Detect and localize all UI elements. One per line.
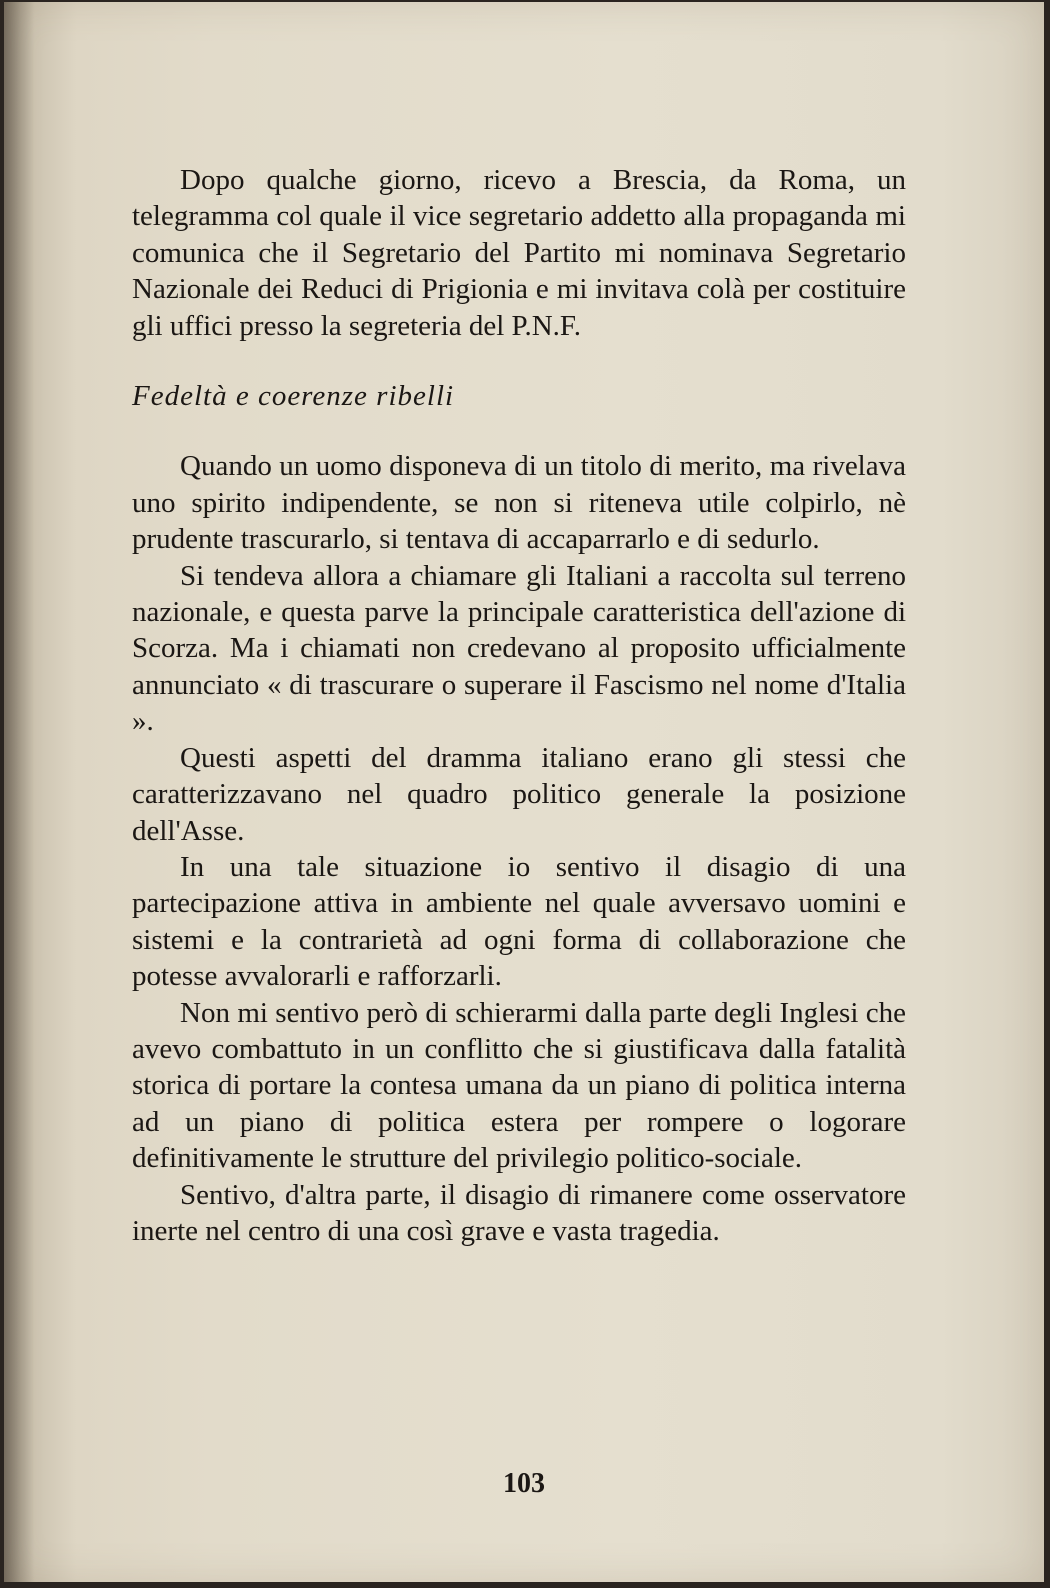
paragraph: In una tale situazione io sentivo il disagio di una partecipazione attiva in ambiente nel quale avversavo uomini e sistemi e la contrarietà ad ogni forma di collaborazione che potesse avvalorarli e rafforzarli.	[132, 850, 906, 993]
paragraph: Non mi sentivo però di schierarmi dalla parte degli Inglesi che avevo combattuto in un conflitto che si giustificava dalla fatalità storica di portare la contesa umana da un piano di politica interna ad un piano di politica estera per rompere o logorare definitivamente le strutture del privilegio politico-sociale.	[132, 996, 906, 1175]
paragraph: Quando un uomo disponeva di un titolo di merito, ma rivelava uno spirito indipendente, se non si riteneva utile colpirlo, nè prudente trascurarlo, si tentava di accaparrarlo e di sedurlo.	[132, 450, 906, 556]
page-spine-shadow	[4, 2, 34, 1582]
paragraph: Sentivo, d'altra parte, il disagio di rimanere come osservatore inerte nel centro di una così grave e vasta tragedia.	[132, 1178, 906, 1247]
book-page	[4, 2, 1044, 1582]
page-number: 103	[503, 1468, 545, 1499]
paragraph: Si tendeva allora a chiamare gli Italiani a raccolta sul terreno nazionale, e questa parve la principale caratteristica dell'azione di Scorza. Ma i chiamati non credevano al proposito ufficialmente annunciato « di trascurare o superare il Fascismo nel nome d'Italia ».	[132, 559, 906, 738]
paragraph-intro: Dopo qualche giorno, ricevo a Brescia, da Roma, un telegramma col quale il vice segretario addetto alla propaganda mi comunica che il Segretario del Partito mi nominava Segretario Nazionale dei Reduci di Prigionia e mi invitava colà per costituire gli uffici presso la segreteria del P.N.F.	[132, 164, 906, 342]
section-heading: Fedeltà e coerenze ribelli	[132, 380, 455, 413]
page-body	[132, 162, 906, 1249]
paragraph: Questi aspetti del dramma italiano erano gli stessi che caratterizzavano nel quadro politico generale la posizione dell'Asse.	[132, 741, 906, 847]
